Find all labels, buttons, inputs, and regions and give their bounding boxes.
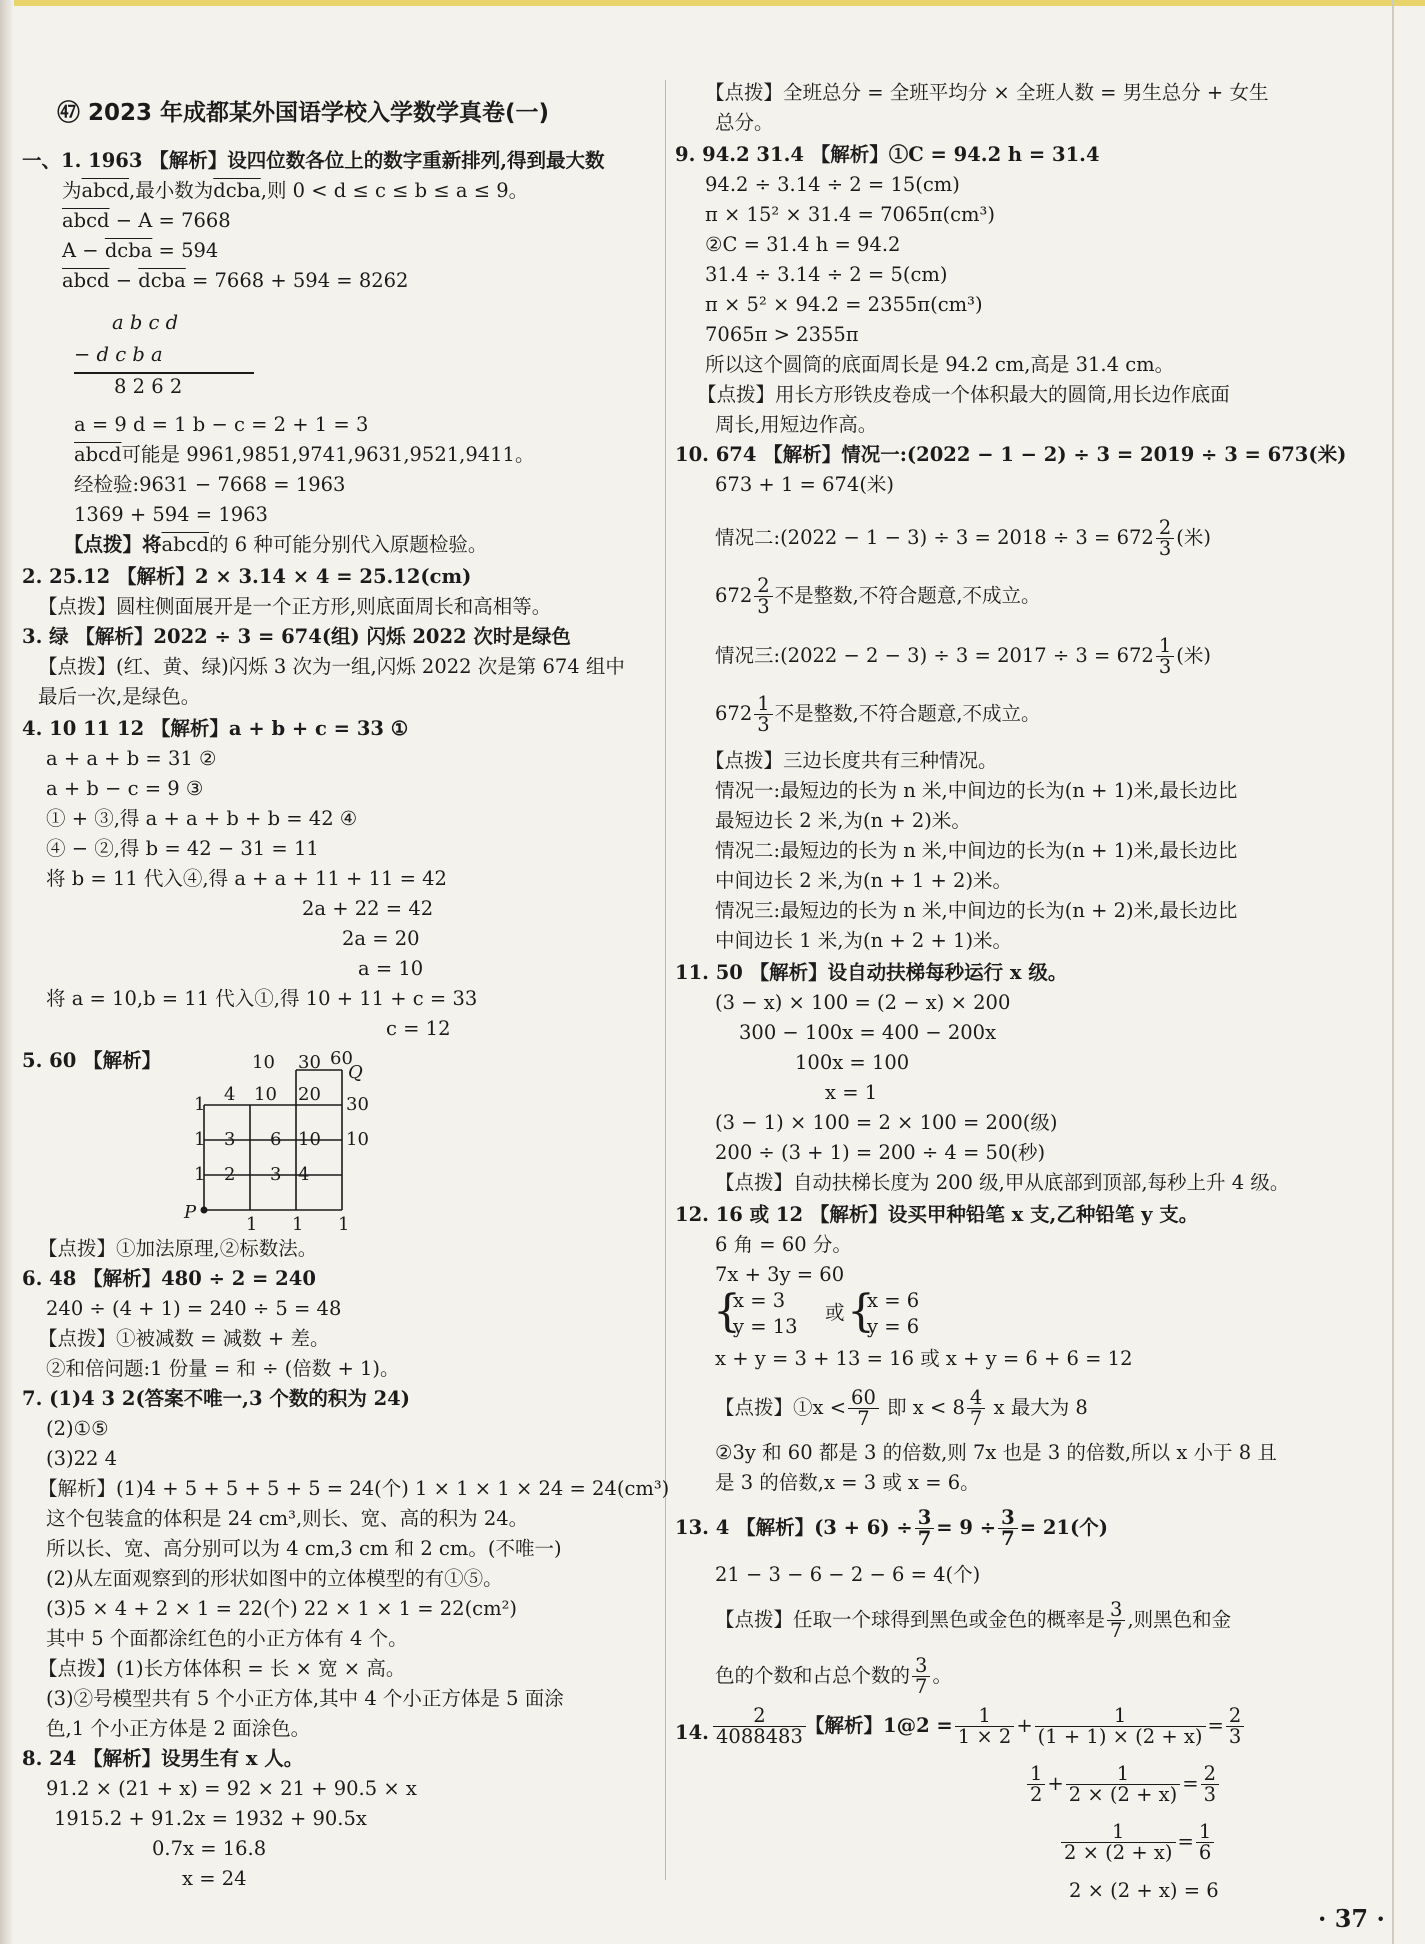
q5-grid-top-3: 60 [330, 1048, 353, 1069]
q5-grid-r1-4: 30 [346, 1094, 369, 1115]
q2-line1: 2. 25.12 【解析】2 × 3.14 × 4 = 25.12(cm) [22, 565, 472, 588]
q10-line2: 673 + 1 = 674(米) [715, 473, 895, 496]
q5-grid-r1-1: 4 [224, 1084, 236, 1105]
q12-tip-line1: 【点拨】①x < $\frac{60}{7}$ 即 x < 8 $\frac{4}{7}$ x 最大为 8 [715, 1386, 1088, 1430]
q7-tip-line2: (3)②号模型共有 5 个小正方体,其中 4 个小正方体是 5 面涂 [46, 1687, 564, 1710]
q12-tip-line3: 是 3 的倍数,x = 3 或 x = 6。 [715, 1471, 980, 1494]
q5-grid-r2-3: 10 [298, 1129, 321, 1150]
page-top-edge [0, 0, 1425, 6]
q14-step1: 【解析】1@2 = $\frac{1}{1 \times 2}$ + $\frac{1}{(1 + 1) \times (2 + x)}$ = $\frac{2}{3}$ [805, 1706, 1246, 1747]
q5-point-q: Q [348, 1062, 363, 1083]
q10-tip-line5: 中间边长 2 米,为(n + 1 + 2)米。 [715, 869, 1013, 892]
q4-line1: 4. 10 11 12 【解析】a + b + c = 33 ① [22, 717, 409, 740]
q5-grid-r1-0: 1 [194, 1094, 206, 1115]
q11-line4: 100x = 100 [795, 1051, 910, 1074]
q7-tip-line3: 色,1 个小正方体是 2 面涂色。 [46, 1717, 311, 1740]
q10-tip-line3: 最短边长 2 米,为(n + 2)米。 [715, 809, 971, 832]
q12-solution1-x: x = 3 [733, 1289, 786, 1312]
q12-or: 或 [825, 1301, 845, 1324]
q7-tip-line1: 【点拨】(1)长方体体积 = 长 × 宽 × 高。 [38, 1657, 406, 1680]
q10-case3-check: 672 $\frac{1}{3}$ 不是整数,不符合题意,不成立。 [715, 692, 1041, 736]
q4-line10: 将 a = 10,b = 11 代入①,得 10 + 11 + c = 33 [46, 987, 478, 1010]
q7-line2: (2)①⑤ [46, 1417, 109, 1440]
q5-tip: 【点拨】①加法原理,②标数法。 [38, 1237, 318, 1260]
q14-step3: $\frac{1}{2 \times (2 + x)}$ = $\frac{1}{6}$ [1059, 1822, 1216, 1863]
q11-line2: (3 − x) × 100 = (2 − x) × 200 [715, 991, 1011, 1014]
q9-line1: 9. 94.2 31.4 【解析】①C = 94.2 h = 31.4 [675, 143, 1100, 166]
q12-line2: 6 角 = 60 分。 [715, 1233, 852, 1256]
q10-case2-check: 672 $\frac{2}{3}$ 不是整数,不符合题意,不成立。 [715, 574, 1041, 618]
q8-tip-line2: 总分。 [715, 111, 774, 134]
q9-line2: 94.2 ÷ 3.14 ÷ 2 = 15(cm) [705, 173, 960, 196]
q7-line8: (3)5 × 4 + 2 × 1 = 22(个) 22 × 1 × 1 = 22(cm²) [46, 1597, 518, 1620]
q12-tip-line2: ②3y 和 60 都是 3 的倍数,则 7x 也是 3 的倍数,所以 x 小于 8 且 [715, 1441, 1277, 1464]
q9-tip-line1: 【点拨】用长方形铁皮卷成一个体积最大的圆筒,用长边作底面 [697, 383, 1230, 406]
q8-line1: 8. 24 【解析】设男生有 x 人。 [22, 1747, 304, 1770]
q7-line7: (2)从左面观察到的形状如图中的立体模型的有①⑤。 [46, 1567, 503, 1590]
q4-line2: a + a + b = 31 ② [46, 747, 217, 770]
q7-line9: 其中 5 个面都涂红色的小正方体有 4 个。 [46, 1627, 408, 1650]
q1-line12: 1369 + 594 = 1963 [74, 503, 268, 526]
q1-line3: abcd − A = 7668 [62, 209, 231, 232]
q11-line5: x = 1 [825, 1081, 878, 1104]
q1-subtraction-top: a b c d [112, 311, 179, 334]
q8-line3: 1915.2 + 91.2x = 1932 + 90.5x [54, 1807, 367, 1830]
q4-line3: a + b − c = 9 ③ [46, 777, 204, 800]
q13-line1: 13. 4 【解析】(3 + 6) ÷ $\frac{3}{7}$ = 9 ÷ $\frac{3}{7}$ = 21(个) [675, 1506, 1108, 1550]
q6-tip-line2: ②和倍问题:1 份量 = 和 ÷ (倍数 + 1)。 [46, 1357, 400, 1380]
q5-line1: 5. 60 【解析】 [22, 1049, 162, 1072]
q9-line3: π × 15² × 31.4 = 7065π(cm³) [705, 203, 995, 226]
q11-line1: 11. 50 【解析】设自动扶梯每秒运行 x 级。 [675, 961, 1068, 984]
q1-tip: 【点拨】将abcd的 6 种可能分别代入原题检验。 [64, 533, 488, 556]
q5-grid-bottom-1: 1 [246, 1214, 258, 1235]
q10-tip-line1: 【点拨】三边长度共有三种情况。 [705, 749, 998, 772]
page-number: · 37 · [1318, 1904, 1385, 1933]
q12-solution1-y: y = 13 [733, 1315, 798, 1338]
q1-subtraction-middle: − d c b a [74, 343, 163, 366]
q14-step4: 2 × (2 + x) = 6 [1069, 1879, 1219, 1902]
q12-brace-1: { [713, 1286, 741, 1337]
q3-tip-line2: 最后一次,是绿色。 [38, 685, 201, 708]
q10-tip-line6: 情况三:最短边的长为 n 米,中间边的长为(n + 2)米,最长边比 [715, 899, 1238, 922]
q9-tip-line2: 周长,用短边作高。 [715, 413, 878, 436]
q5-grid-top-1: 10 [252, 1052, 275, 1073]
q9-line4: ②C = 31.4 h = 94.2 [705, 233, 901, 256]
q12-line3: 7x + 3y = 60 [715, 1263, 845, 1286]
q8-line4: 0.7x = 16.8 [152, 1837, 267, 1860]
q8-line2: 91.2 × (21 + x) = 92 × 21 + 90.5 × x [46, 1777, 417, 1800]
q5-grid-r1-3: 20 [298, 1084, 321, 1105]
q5-grid-bottom-2: 1 [292, 1214, 304, 1235]
q1-line9: a = 9 d = 1 b − c = 2 + 1 = 3 [74, 413, 369, 436]
q1-subtraction-result: 8 2 6 2 [114, 375, 183, 398]
q10-case3: 情况三:(2022 − 2 − 3) ÷ 3 = 2017 ÷ 3 = 672 $\frac{1}{3}$ (米) [715, 634, 1211, 678]
page-right-edge [1392, 0, 1394, 1944]
q11-tip: 【点拨】自动扶梯长度为 200 级,甲从底部到顶部,每秒上升 4 级。 [715, 1171, 1290, 1194]
q9-line6: π × 5² × 94.2 = 2355π(cm³) [705, 293, 983, 316]
q6-line2: 240 ÷ (4 + 1) = 240 ÷ 5 = 48 [46, 1297, 342, 1320]
q4-line8: 2a = 20 [342, 927, 420, 950]
q6-line1: 6. 48 【解析】480 ÷ 2 = 240 [22, 1267, 316, 1290]
q5-grid-r2-2: 6 [270, 1129, 282, 1150]
q11-line6: (3 − 1) × 100 = 2 × 100 = 200(级) [715, 1111, 1058, 1134]
q11-line3: 300 − 100x = 400 − 200x [739, 1021, 997, 1044]
q5-grid-bottom-3: 1 [338, 1214, 350, 1235]
q5-grid-r2-1: 3 [224, 1129, 236, 1150]
q5-grid-r3-3: 4 [298, 1164, 310, 1185]
q5-grid-top-2: 30 [298, 1052, 321, 1073]
q13-tip-line2: 色的个数和占总个数的 $\frac{3}{7}$ 。 [715, 1654, 952, 1698]
q7-line6: 所以长、宽、高分别可以为 4 cm,3 cm 和 2 cm。(不唯一) [46, 1537, 562, 1560]
q8-tip-line1: 【点拨】全班总分 = 全班平均分 × 全班人数 = 男生总分 + 女生 [705, 81, 1269, 104]
q10-tip-line7: 中间边长 1 米,为(n + 2 + 1)米。 [715, 929, 1013, 952]
q5-grid-r3-0: 1 [194, 1164, 206, 1185]
q1-line4: A − dcba = 594 [62, 239, 219, 262]
q12-line1: 12. 16 或 12 【解析】设买甲种铅笔 x 支,乙种铅笔 y 支。 [675, 1203, 1199, 1226]
q11-line7: 200 ÷ (3 + 1) = 200 ÷ 4 = 50(秒) [715, 1141, 1046, 1164]
q10-tip-line2: 情况一:最短边的长为 n 米,中间边的长为(n + 1)米,最长边比 [715, 779, 1238, 802]
q1-line2: 为abcd,最小数为dcba,则 0 < d ≤ c ≤ b ≤ a ≤ 9。 [62, 179, 529, 202]
q5-grid-r2-0: 1 [194, 1129, 206, 1150]
q10-case2: 情况二:(2022 − 1 − 3) ÷ 3 = 2018 ÷ 3 = 672 $\frac{2}{3}$ (米) [715, 516, 1211, 560]
q14-number: 14. [675, 1721, 709, 1744]
q12-solution2-y: y = 6 [867, 1315, 920, 1338]
q14-step2: $\frac{1}{2}$ + $\frac{1}{2 \times (2 + x)}$ = $\frac{2}{3}$ [1025, 1764, 1221, 1805]
q1-line1: 一、1. 1963 【解析】设四位数各位上的数字重新排列,得到最大数 [22, 149, 605, 172]
q12-solution2-x: x = 6 [867, 1289, 920, 1312]
column-divider [665, 80, 666, 1880]
q5-point-p: P [184, 1202, 197, 1223]
q1-line11: 经检验:9631 − 7668 = 1963 [74, 473, 346, 496]
q14-answer: $\frac{2}{4088483}$ [711, 1706, 808, 1747]
q5-grid-r3-1: 2 [224, 1164, 236, 1185]
q12-line4: x + y = 3 + 13 = 16 或 x + y = 6 + 6 = 12 [715, 1347, 1133, 1370]
q12-brace-2: { [847, 1286, 875, 1337]
q9-line5: 31.4 ÷ 3.14 ÷ 2 = 5(cm) [705, 263, 948, 286]
q7-line3: (3)22 4 [46, 1447, 118, 1470]
q13-line2: 21 − 3 − 6 − 2 − 6 = 4(个) [715, 1563, 981, 1586]
q3-tip-line1: 【点拨】(红、黄、绿)闪烁 3 次为一组,闪烁 2022 次是第 674 组中 [38, 655, 625, 678]
q7-line1: 7. (1)4 3 2(答案不唯一,3 个数的积为 24) [22, 1387, 410, 1410]
q9-line7: 7065π > 2355π [705, 323, 859, 346]
q13-tip-line1: 【点拨】任取一个球得到黑色或金色的概率是 $\frac{3}{7}$ ,则黑色和金 [715, 1598, 1232, 1642]
q10-line1: 10. 674 【解析】情况一:(2022 − 1 − 2) ÷ 3 = 2019 ÷ 3 = 673(米) [675, 443, 1347, 466]
q8-line5: x = 24 [182, 1867, 247, 1890]
q4-line5: ④ − ②,得 b = 42 − 31 = 11 [46, 837, 319, 860]
q10-tip-line4: 情况二:最短边的长为 n 米,中间边的长为(n + 1)米,最长边比 [715, 839, 1238, 862]
q1-line5: abcd − dcba = 7668 + 594 = 8262 [62, 269, 409, 292]
q6-tip-line1: 【点拨】①被减数 = 减数 + 差。 [38, 1327, 330, 1350]
exam-title: ㊼ 2023 年成都某外国语学校入学数学真卷(一) [57, 100, 550, 126]
q5-grid-r1-2: 10 [254, 1084, 277, 1105]
q4-line7: 2a + 22 = 42 [302, 897, 434, 920]
q4-line6: 将 b = 11 代入④,得 a + a + 11 + 11 = 42 [46, 867, 447, 890]
q4-line9: a = 10 [358, 957, 424, 980]
q5-lattice-diagram [172, 1045, 392, 1235]
q5-grid-r2-4: 10 [346, 1129, 369, 1150]
q1-line10: abcd可能是 9961,9851,9741,9631,9521,9411。 [74, 443, 535, 466]
q9-line8: 所以这个圆筒的底面周长是 94.2 cm,高是 31.4 cm。 [705, 353, 1175, 376]
q5-grid-r3-2: 3 [270, 1164, 282, 1185]
q2-tip: 【点拨】圆柱侧面展开是一个正方形,则底面周长和高相等。 [38, 595, 552, 618]
book-fold-shadow [0, 0, 14, 1944]
q7-line4: 【解析】(1)4 + 5 + 5 + 5 + 5 = 24(个) 1 × 1 × 1 × 24 = 24(cm³) [38, 1477, 670, 1500]
q3-line1: 3. 绿 【解析】2022 ÷ 3 = 674(组) 闪烁 2022 次时是绿色 [22, 625, 571, 648]
q4-line11: c = 12 [386, 1017, 451, 1040]
q7-line5: 这个包装盒的体积是 24 cm³,则长、宽、高的积为 24。 [46, 1507, 529, 1530]
q4-line4: ① + ③,得 a + a + b + b = 42 ④ [46, 807, 358, 830]
